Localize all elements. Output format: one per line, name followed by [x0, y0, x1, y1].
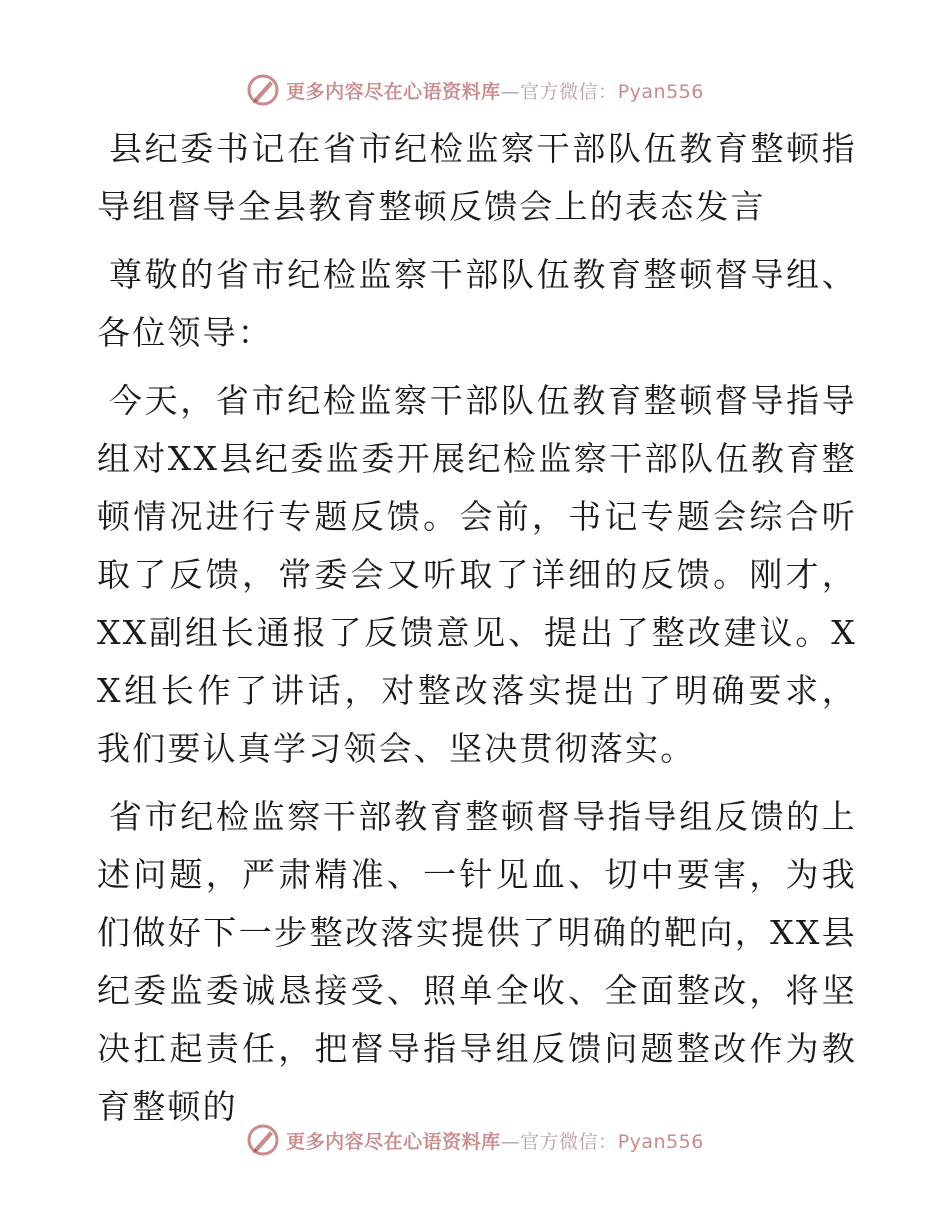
pen-logo-icon	[246, 73, 280, 107]
watermark-official-label: 官方微信：	[520, 1130, 618, 1153]
watermark-header	[0, 70, 950, 110]
document-body	[97, 120, 857, 1146]
watermark-wechat-id: Pyan556	[617, 1130, 704, 1153]
document-paragraph-1: 今天，省市纪检监察干部队伍教育整顿督导指导组对XX县纪委监委开展纪检监察干部队伍教育整顿情况进行专题反馈。会前，书记专题会综合听取了反馈，常委会又听取了详细的反馈。刚才，XX副组长通报了反馈意见、提出了整改建议。XX组长作了讲话，对整改落实提出了明确要求，我们要认真学习领会、坚决贯彻落实。	[97, 381, 857, 768]
document-title: 县纪委书记在省市纪检监察干部队伍教育整顿指导组督导全县教育整顿反馈会上的表态发言	[97, 129, 857, 226]
watermark-official-label: 官方微信：	[520, 80, 618, 103]
watermark-dash: —	[500, 80, 521, 103]
watermark-main-text: 更多内容尽在心语资料库	[286, 1130, 501, 1153]
document-salutation: 尊敬的省市纪检监察干部队伍教育整顿督导组、各位领导：	[97, 255, 857, 352]
document-paragraph-2: 省市纪检监察干部教育整顿督导指导组反馈的上述问题，严肃精准、一针见血、切中要害，为我们做好下一步整改落实提供了明确的靶向，XX县纪委监委诚恳接受、照单全收、全面整改，将坚决扛起责任，把督导指导组反馈问题整改作为教育整顿的	[97, 797, 857, 1126]
pen-logo-icon	[246, 1123, 280, 1157]
watermark-dash: —	[500, 1130, 521, 1153]
watermark-wechat-id: Pyan556	[617, 80, 704, 103]
watermark-footer	[0, 1120, 950, 1160]
watermark-main-text: 更多内容尽在心语资料库	[286, 80, 501, 103]
